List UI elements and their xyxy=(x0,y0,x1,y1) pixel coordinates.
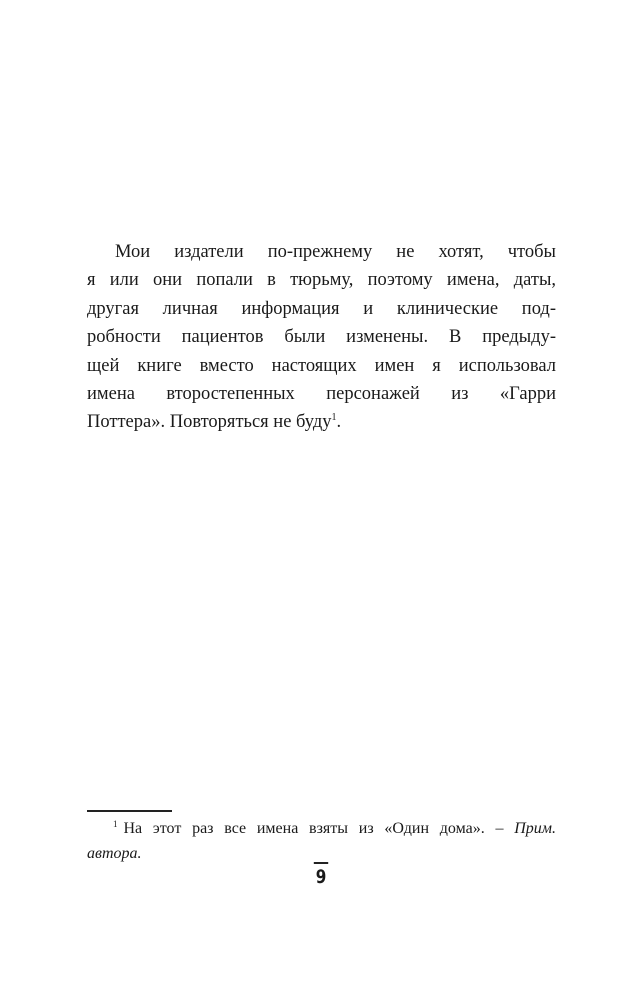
text-line: я или они попали в тюрьму, поэтому имена, даты, xyxy=(87,270,556,291)
text-line: другая личная информация и клинические под- xyxy=(87,298,556,319)
text-line-last xyxy=(87,408,556,436)
footnote xyxy=(87,816,556,866)
text-line: имена второстепенных персонажей из «Гарри xyxy=(87,383,556,404)
text-line: щей книге вместо настоящих имен я использовал xyxy=(87,355,556,376)
text-line: Мои издатели по-прежнему не хотят, чтобы xyxy=(115,242,556,262)
footnote-italic: автора. xyxy=(87,845,142,862)
footnote-marker: 1 xyxy=(113,819,118,829)
end-punctuation: . xyxy=(336,412,342,433)
footnote-line xyxy=(87,816,556,841)
text-line: робности пациентов были изменены. В предыду- xyxy=(87,327,556,348)
footnote-text: На этот раз все имена взяты из «Один дома». – xyxy=(123,820,515,837)
main-paragraph xyxy=(87,238,556,437)
page-number: 9 xyxy=(314,862,328,888)
footnote-italic: Прим. xyxy=(514,820,556,837)
text-line: Поттера». Повторяться не буду xyxy=(87,412,332,433)
footnote-divider xyxy=(87,810,172,812)
footnote-reference[interactable]: 1 xyxy=(331,412,337,424)
